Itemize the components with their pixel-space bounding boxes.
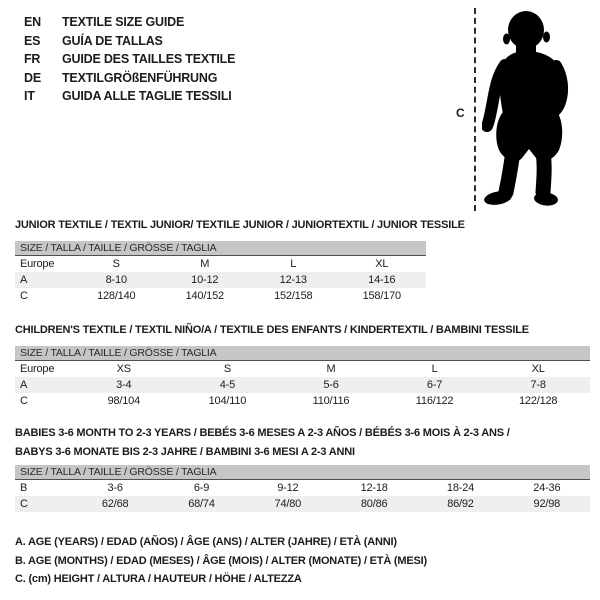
row-label: A: [20, 379, 28, 391]
language-code: EN: [24, 15, 41, 30]
table-cell: 8-10: [105, 274, 127, 286]
table-cell: 6-9: [193, 482, 210, 494]
language-label: GUIDA ALLE TAGLIE TESSILI: [62, 89, 232, 104]
table-row: [15, 480, 590, 496]
language-code: ES: [24, 33, 41, 48]
table-cell: XS: [116, 363, 131, 375]
table-cell: 68/74: [188, 498, 215, 510]
row-label: Europe: [20, 363, 55, 375]
row-label: Europe: [20, 258, 55, 270]
table-cell: 110/116: [312, 395, 350, 407]
table-cell: 5-6: [323, 379, 339, 391]
language-code: DE: [24, 70, 41, 85]
table-title: CHILDREN'S TEXTILE / TEXTIL NIÑO/A / TEXTILE DES ENFANTS / KINDERTEXTIL / BAMBINI TESSILE: [15, 324, 529, 336]
row-label: C: [20, 290, 28, 302]
footnote: B. AGE (MONTHS) / EDAD (MESES) / ÂGE (MOIS) / ALTER (MONATE) / ETÀ (MESI): [15, 554, 427, 567]
junior-size-table: [15, 216, 465, 304]
table-cell: 12-18: [360, 482, 388, 494]
table-cell: 74/80: [274, 498, 302, 510]
table-cell: S: [223, 363, 231, 375]
table-cell: 3-4: [116, 379, 132, 391]
table-row: [15, 377, 590, 393]
table-cell: L: [431, 363, 438, 375]
language-row: [24, 32, 235, 51]
table-cell: L: [290, 258, 297, 270]
table-cell: 24-36: [533, 482, 561, 494]
table-cell: 116/122: [415, 395, 454, 407]
row-label: C: [20, 395, 28, 407]
footnotes: [15, 533, 427, 589]
size-header-bar: SIZE / TALLA / TAILLE / GRÖSSE / TAGLIA: [15, 346, 590, 361]
row-label: C: [20, 498, 28, 510]
table-title: BABYS 3-6 MONATE BIS 2-3 JAHRE / BAMBINI 3-6 MESI A 2-3 ANNI: [15, 446, 355, 458]
height-dashed-line: [474, 8, 476, 211]
language-row: [24, 13, 235, 32]
table-cell: 128/140: [97, 290, 136, 302]
babies-size-table: [15, 424, 590, 512]
language-row: [24, 50, 235, 69]
table-cell: 80/86: [360, 498, 388, 510]
footnote: A. AGE (YEARS) / EDAD (AÑOS) / ÂGE (ANS) / ALTER (JAHRE) / ETÀ (ANNI): [15, 536, 397, 548]
size-header-bar: SIZE / TALLA / TAILLE / GRÖSSE / TAGLIA: [15, 241, 426, 256]
row-label: B: [20, 482, 28, 494]
children-size-table: [15, 321, 590, 409]
table-cell: 3-6: [107, 482, 123, 494]
table-row: [15, 288, 426, 304]
height-marker-label: C: [456, 106, 465, 120]
language-label: GUÍA DE TALLAS: [62, 33, 163, 48]
table-cell: 122/128: [518, 395, 558, 407]
table-row: [15, 496, 590, 512]
table-cell: 86/92: [447, 498, 474, 510]
table-cell: S: [112, 258, 120, 270]
baby-silhouette-icon: [482, 8, 580, 212]
table-row: [15, 361, 590, 377]
table-cell: 18-24: [446, 482, 475, 494]
language-row: [24, 69, 235, 88]
table-row: [15, 256, 426, 272]
table-cell: 92/98: [533, 498, 561, 510]
table-cell: 98/104: [107, 395, 141, 407]
language-label: TEXTILGRÖßENFÜHRUNG: [62, 70, 218, 85]
table-cell: 6-7: [426, 379, 443, 391]
language-label: TEXTILE SIZE GUIDE: [62, 15, 185, 30]
table-cell: 62/68: [101, 498, 129, 510]
table-cell: 140/152: [185, 290, 224, 302]
table-title: JUNIOR TEXTILE / TEXTIL JUNIOR/ TEXTILE JUNIOR / JUNIORTEXTIL / JUNIOR TESSILE: [15, 219, 465, 231]
footnote: C. (cm) HEIGHT / ALTURA / HAUTEUR / HÖHE / ALTEZZA: [15, 573, 302, 585]
table-cell: M: [200, 258, 210, 270]
table-cell: 104/110: [208, 395, 247, 407]
language-label: GUIDE DES TAILLES TEXTILE: [62, 52, 236, 67]
table-cell: 7-8: [530, 379, 546, 391]
table-cell: 152/158: [274, 290, 313, 302]
table-cell: 14-16: [368, 274, 396, 286]
size-header-bar: SIZE / TALLA / TAILLE / GRÖSSE / TAGLIA: [15, 465, 590, 480]
table-cell: 4-5: [219, 379, 236, 391]
table-cell: 158/170: [362, 290, 401, 302]
table-title: BABIES 3-6 MONTH TO 2-3 YEARS / BEBÉS 3-6 MESES A 2-3 AÑOS / BÉBÉS 3-6 MOIS À 2-3 ANS /: [15, 427, 510, 439]
language-code: FR: [24, 52, 41, 67]
language-code: IT: [24, 89, 35, 104]
row-label: A: [20, 274, 28, 286]
table-cell: XL: [375, 258, 389, 270]
table-cell: 10-12: [191, 274, 219, 286]
table-cell: 12-13: [279, 274, 307, 286]
table-row: [15, 272, 426, 288]
language-row: [24, 87, 235, 106]
language-list: [24, 13, 235, 106]
table-cell: M: [326, 363, 336, 375]
table-cell: 9-12: [277, 482, 299, 494]
table-row: [15, 393, 590, 409]
table-cell: XL: [531, 363, 545, 375]
